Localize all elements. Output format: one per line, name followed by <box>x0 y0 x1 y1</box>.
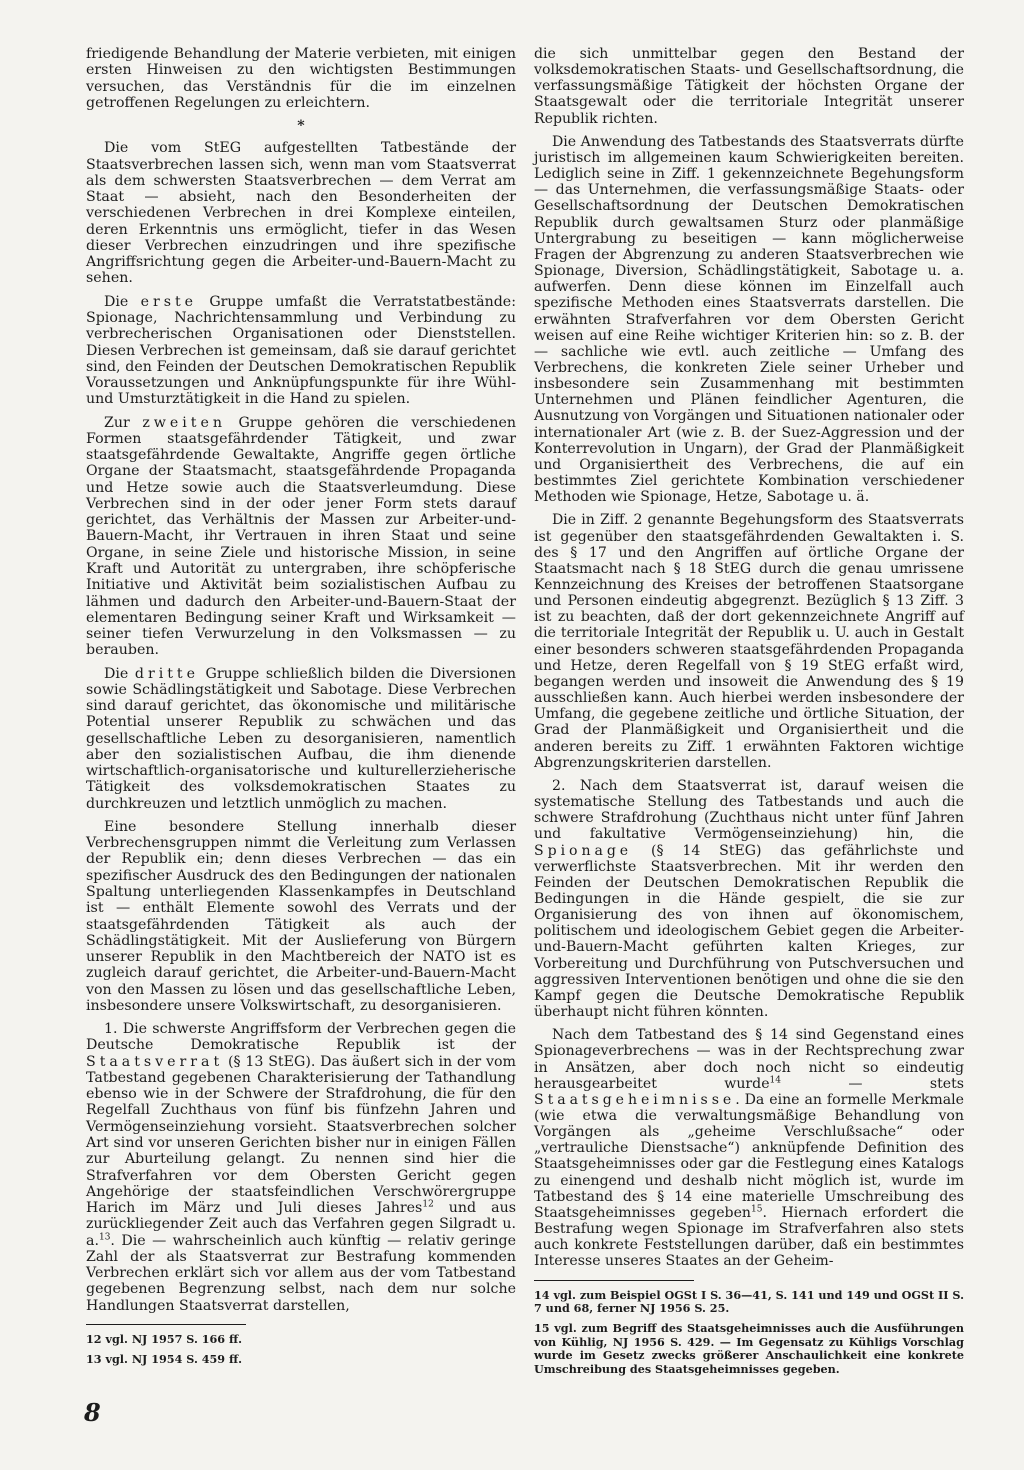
text-run: . Die — wahrscheinlich auch künftig — relativ geringe Zahl der als Staatsverrat zur Bestrafung kommenden Verbrechen erklärt sich vor allem aus der vom Tatbestand gegebenen Begrenzung selbst, nach dem nur solche Handlungen Staatsverrat darstellen, <box>86 1232 516 1314</box>
spaced-emphasis: Spionage <box>534 842 633 859</box>
text-run: und aus zurückliegender Zeit auch das Verfahren gegen Silgradt u. a. <box>86 1200 516 1249</box>
section-separator: * <box>297 118 305 135</box>
footnote-divider <box>86 1324 246 1325</box>
text-run: Gruppe umfaßt die Verratstatbestände: Spionage, Nachrichtensammlung und Verbindung zu verbrecherischen Organisationen oder Dienststellen. Diesen Verbrechen ist gemeinsam, daß sie darauf gerichtet sind, den Feinden der Deutschen Demokratischen Republik Voraussetzungen und Anknüpfungspunkte für ihre Wühl- und Umsturztätigkeit in die Hand zu spielen. <box>86 293 516 408</box>
spaced-emphasis: dritte <box>134 665 199 682</box>
paragraph: friedigende Behandlung der Materie verbieten, mit einigen ersten Hinweisen zu den wichtigsten Bestimmungen versuchen, das Verständnis für die im einzelnen getroffenen Regelungen zu erleichtern. <box>86 46 516 111</box>
text-run: Die <box>104 665 135 682</box>
text-run: 2. Nach dem Staatsverrat ist, darauf weisen die systematische Stellung des Tatbestands und auch die schwere Strafdrohung (Zuchthaus nicht unter fünf Jahren und fakultative Vermögenseinziehung) hin, die <box>534 777 964 843</box>
footnote-ref: 12 <box>422 1199 434 1210</box>
text-run: — stets <box>781 1075 964 1092</box>
text-run: . Da eine an formelle Merkmale (wie etwa die verwaltungsmäßige Behandlung von Vorgängen als „geheime Verschlußsache“ oder „vertrauliche Dienstsache“) anknüpfende Definition des Staatsgeheimnisses oder gar die Festlegung eines Katalogs zu einengend und deshalb nicht möglich ist, wurde im Tatbestand des § 14 eine materielle Umschreibung des Staatsgeheimnisses gegeben <box>534 1091 964 1221</box>
paragraph: Eine besondere Stellung innerhalb dieser Verbrechensgruppen nimmt die Verleitung zum Verlassen der Republik ein; denn dieses Verbrechen — das ein spezifischer Ausdruck des den Bedingungen der nationalen Spaltung unterliegenden Klassenkampfes in Deutschland ist — enthält Elemente sowohl des Verrats und der staatsgefährdenden Tätigkeit als auch der Schädlingstätigkeit. Mit der Auslieferung von Bürgern unserer Republik in den Machtbereich der NATO ist es zugleich darauf gerichtet, die Arbeiter-und-Bauern-Macht von den Massen zu lösen und das gesellschaftliche Leben, insbesondere unsere Volkswirtschaft, zu desorganisieren. <box>86 818 516 1014</box>
paragraph <box>534 778 964 1020</box>
paragraph: Die Anwendung des Tatbestands des Staatsverrats dürfte juristisch im allgemeinen kaum Schwierigkeiten bereiten. Lediglich seine in Ziff. 1 gekennzeichnete Begehungsform — das Unternehmen, die verfassungsmäßige Staats- oder Gesellschaftsordnung der Deutschen Demokratischen Republik durch gewaltsamen Sturz oder planmäßige Untergrabung zu beseitigen — kann möglicherweise Fragen der Abgrenzung zu anderen Staatsverbrechen wie Spionage, Diversion, Schädlingstätigkeit, Sabotage u. a. aufwerfen. Denn diese können im Einzelfall auch spezifische Methoden eines Staatsverrats darstellen. Die erwähnten Strafverfahren vor dem Obersten Gericht weisen auf eine Reihe wichtiger Kriterien hin: so z. B. der — sachliche wie evtl. auch zeitliche — Umfang des Verbrechens, die konkreten Ziele seiner Urheber und insbesondere sein Zusammenhang mit bestimmten Unternehmen und Plänen feindlicher Agenturen, die Ausnutzung von Vorgängen und Situationen nationaler oder internationaler Art (wie z. B. der Suez-Aggression und der Konterrevolution in Ungarn), der Grad der Planmäßigkeit und Organisiertheit des Verbrechens, die auf ein bestimmtes Ziel gerichtete Kombination verschiedener Methoden wie Spionage, Hetze, Sabotage u. ä. <box>534 133 964 506</box>
footnote: 12 vgl. NJ 1957 S. 166 ff. <box>86 1331 243 1346</box>
footnote: 13 vgl. NJ 1954 S. 459 ff. <box>86 1352 243 1367</box>
spaced-emphasis: zweiten <box>142 414 226 431</box>
text-run: (§ 14 StEG) das gefährlichste und verwerflichste Staatsverbrechen. Mit ihr werden den Feinden der Deutschen Demokratischen Republik die Bedingungen in die Hände gespielt, die sie zur Organisierung des von ihnen auf ökonomischem, politischem und ideologischem Gebiet gegen die Arbeiter-und-Bauern-Macht geführten kalten Krieges, zur Vorbereitung und Durchführung von Putschversuchen und aggressiven Interventionen benötigen und ohne die sie den Kampf gegen die Deutsche Demokratische Republik überhaupt nicht führen könnten. <box>534 842 964 1021</box>
text-run: . Hiernach erfordert die Bestrafung wegen Spionage im Strafverfahren also stets auch konkrete Feststellungen darüber, daß ein bestimmtes Interesse unseres Staates an der Geheim- <box>534 1204 964 1270</box>
page-number: 8 <box>84 1398 101 1427</box>
paragraph <box>86 294 516 408</box>
footnote-divider <box>534 1280 694 1281</box>
footnote: 15 vgl. zum Begriff des Staatsgeheimnisses auch die Ausführungen von Kühlig, NJ 1956 S. 429. — Im Gegensatz zu Kühligs Vorschlag wurde im Gesetz zwecks größerer Anschaulichkeit eine konkrete Umschreibung des Staatsgeheimnisses gegeben. <box>534 1321 964 1376</box>
paragraph: die sich unmittelbar gegen den Bestand der volksdemokratischen Staats- und Gesellschaftsordnung, die verfassungsmäßige Tätigkeit der höchsten Organe der Staatsgewalt oder die territoriale Integrität unserer Republik richten. <box>534 46 964 127</box>
spaced-emphasis: erste <box>140 293 198 310</box>
text-run: Nach dem Tatbestand des § 14 sind Gegenstand eines Spionageverbrechens — was in der Rechtsprechung zwar in Ansätzen, aber doch noch nicht so eindeutig herausgearbeitet wurde <box>534 1027 964 1092</box>
paragraph: Die vom StEG aufgestellten Tatbestände der Staatsverbrechen lassen sich, wenn man vom Staatsverrat als dem schwersten Staatsverbrechen — dem Verrat am Staat — absieht, nach den Besonderheiten der verschiedenen Verbrechen in drei Komplexe einteilen, deren Erkenntnis uns ermöglicht, tiefer in das Wesen dieser Verbrechen einzudringen und ihre spezifische Angriffsrichtung gegen die Arbeiter-und-Bauern-Macht zu sehen. <box>86 140 516 287</box>
paragraph <box>86 1021 516 1314</box>
paragraph <box>86 666 516 812</box>
left-column <box>86 46 516 1374</box>
text-run: Gruppe schließlich bilden die Diversionen sowie Schädlingstätigkeit und Sabotage. Diese Verbrechen sind darauf gerichtet, das ökonomische und militärische Potential unserer Republik zu schwächen und das gesellschaftliche Leben zu desorganisieren, namentlich aber den sozialistischen Aufbau, die ihm dienende wirtschaftlich-organisatorische und kulturellerzieherische Tätigkeit des volksdemokratischen Staates zu durchkreuzen und letztlich unmöglich zu machen. <box>86 665 516 812</box>
paragraph <box>534 1027 964 1269</box>
text-run: Die <box>104 293 141 310</box>
spaced-emphasis: Staatsgeheimnisse <box>534 1091 736 1108</box>
footnote: 14 vgl. zum Beispiel OGSt I S. 36—41, S. 141 und 149 und OGSt II S. 7 und 68, ferner NJ 1956 S. 25. <box>534 1287 964 1315</box>
footnote-ref: 14 <box>769 1075 781 1085</box>
right-column <box>534 46 964 1383</box>
footnote-ref: 15 <box>751 1204 763 1215</box>
paragraph <box>86 415 516 659</box>
footnote-ref: 13 <box>98 1231 111 1242</box>
text-run: 1. Die schwerste Angriffsform der Verbrechen gegen die Deutsche Demokratische Republik ist der <box>86 1021 516 1054</box>
paragraph: Die in Ziff. 2 genannte Begehungsform des Staatsverrats ist gegenüber den staatsgefährdenden Gewaltakten i. S. des § 17 und den Angriffen auf örtliche Organe der Staatsmacht nach § 18 StEG durch die genau umrissene Kennzeichnung des Kreises der betroffenen Staatsorgane und Personen eindeutig abgegrenzt. Bezüglich § 13 Ziff. 3 ist zu beachten, daß der dort gekennzeichnete Angriff auf die territoriale Integrität der Republik u. U. auch in Gestalt einer besonders schweren staatsgefährdenden Propaganda und Hetze, deren Regelfall von § 19 StEG erfaßt wird, begangen werden und insoweit die Anwendung des § 19 ausschließen kann. Auch hierbei werden insbesondere der Umfang, die gegebene zeitliche und örtliche Situation, der Grad der Planmäßigkeit und Organisiertheit und die anderen bereits zu Ziff. 1 erwähnten Faktoren wichtige Abgrenzungskriterien darstellen. <box>534 512 964 771</box>
spaced-emphasis: Staatsverrat <box>86 1053 224 1070</box>
text-run: Zur <box>104 414 143 431</box>
text-run: (§ 13 StEG). Das äußert sich in der vom Tatbestand gegebenen Charakterisierung der Tathandlung ebenso wie in der Schwere der Strafdrohung, die für den Regelfall Zuchthaus von fünf bis fünfzehn Jahren und Vermögenseinziehung vorsieht. Staatsverbrechen solcher Art sind vor unseren Gerichten bisher nur in einigen Fällen zur Aburteilung gelangt. Zu nennen sind hier die Strafverfahren vor dem Obersten Gericht gegen Angehörige der staatsfeindlichen Verschwörergruppe Harich im März und Juli dieses Jahres <box>86 1053 516 1217</box>
text-run: Gruppe gehören die verschiedenen Formen staatsgefährdender Tätigkeit, und zwar staatsgefährdende Gewaltakte, Angriffe gegen örtliche Organe der Staatsmacht, staatsgefährdende Propaganda und Hetze sowie auch die Staatsverleumdung. Diese Verbrechen sind in der oder jener Form stets darauf gerichtet, das Verhältnis der Massen zur Arbeiter-und-Bauern-Macht, ihr Vertrauen in ihren Staat und seine Organe, in seine Ziele und historische Mission, in seine Kraft und Autorität zu untergraben, ihre schöpferische Initiative und Aktivität beim sozialistischen Aufbau zu lähmen und dadurch den Arbeiter-und-Bauern-Staat der elementaren Bedingung seiner Kraft und Wirksamkeit — seiner tiefen Verwurzelung in den Volksmassen — zu berauben. <box>86 414 516 659</box>
